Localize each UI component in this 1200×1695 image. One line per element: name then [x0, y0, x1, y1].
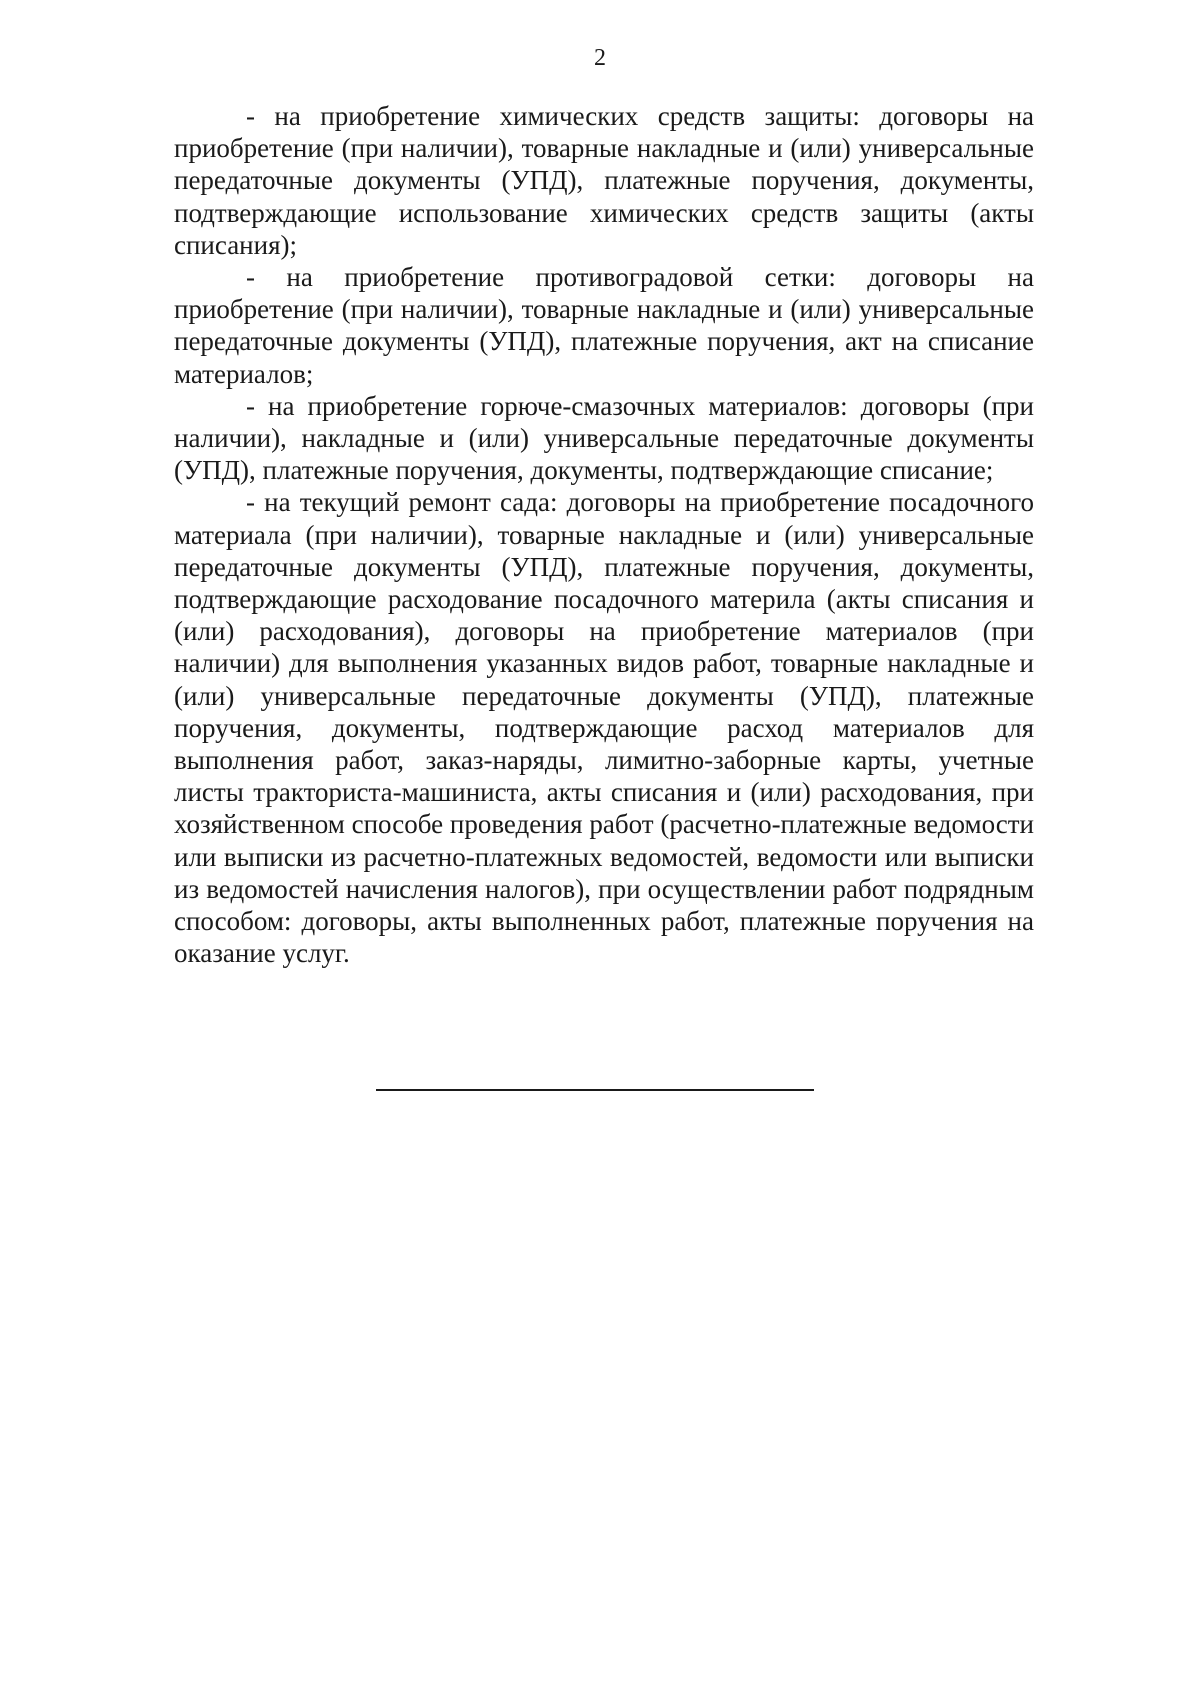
page-number: 2 — [594, 45, 606, 71]
end-of-document-rule — [376, 1089, 814, 1091]
document-body — [174, 100, 1034, 969]
paragraph-garden-repair: - на текущий ремонт сада: договоры на приобретение посадочного материала (при наличии), товарные накладные и (или) универсальные передаточные документы (УПД), платежные поручения, документы, подтверждающие расходование посадочного материла (акты списания и (или) расходования), договоры на приобретение материалов (при наличии) для выполнения указанных видов работ, товарные накладные и (или) универсальные передаточные документы (УПД), платежные поручения, документы, подтверждающие расход материалов для выполнения работ, заказ-наряды, лимитно-заборные карты, учетные листы тракториста-машиниста, акты списания и (или) расходования, при хозяйственном способе проведения работ (расчетно-платежные ведомости или выписки из расчетно-платежных ведомостей, ведомости или выписки из ведомостей начисления налогов), при осуществлении работ подрядным способом: договоры, акты выполненных работ, платежные поручения на оказание услуг. — [174, 487, 1034, 969]
paragraph-anti-hail-net: - на приобретение противоградовой сетки: договоры на приобретение (при наличии), товарные накладные и (или) универсальные передаточные документы (УПД), платежные поручения, акт на списание материалов; — [174, 262, 1034, 389]
paragraph-chemical-protection: - на приобретение химических средств защиты: договоры на приобретение (при наличии), товарные накладные и (или) универсальные передаточные документы (УПД), платежные поручения, документы, подтверждающие использование химических средств защиты (акты списания); — [174, 101, 1034, 260]
paragraph-fuel-lubricants: - на приобретение горюче-смазочных материалов: договоры (при наличии), накладные и (или) универсальные передаточные документы (УПД), платежные поручения, документы, подтверждающие списание; — [174, 390, 1034, 486]
